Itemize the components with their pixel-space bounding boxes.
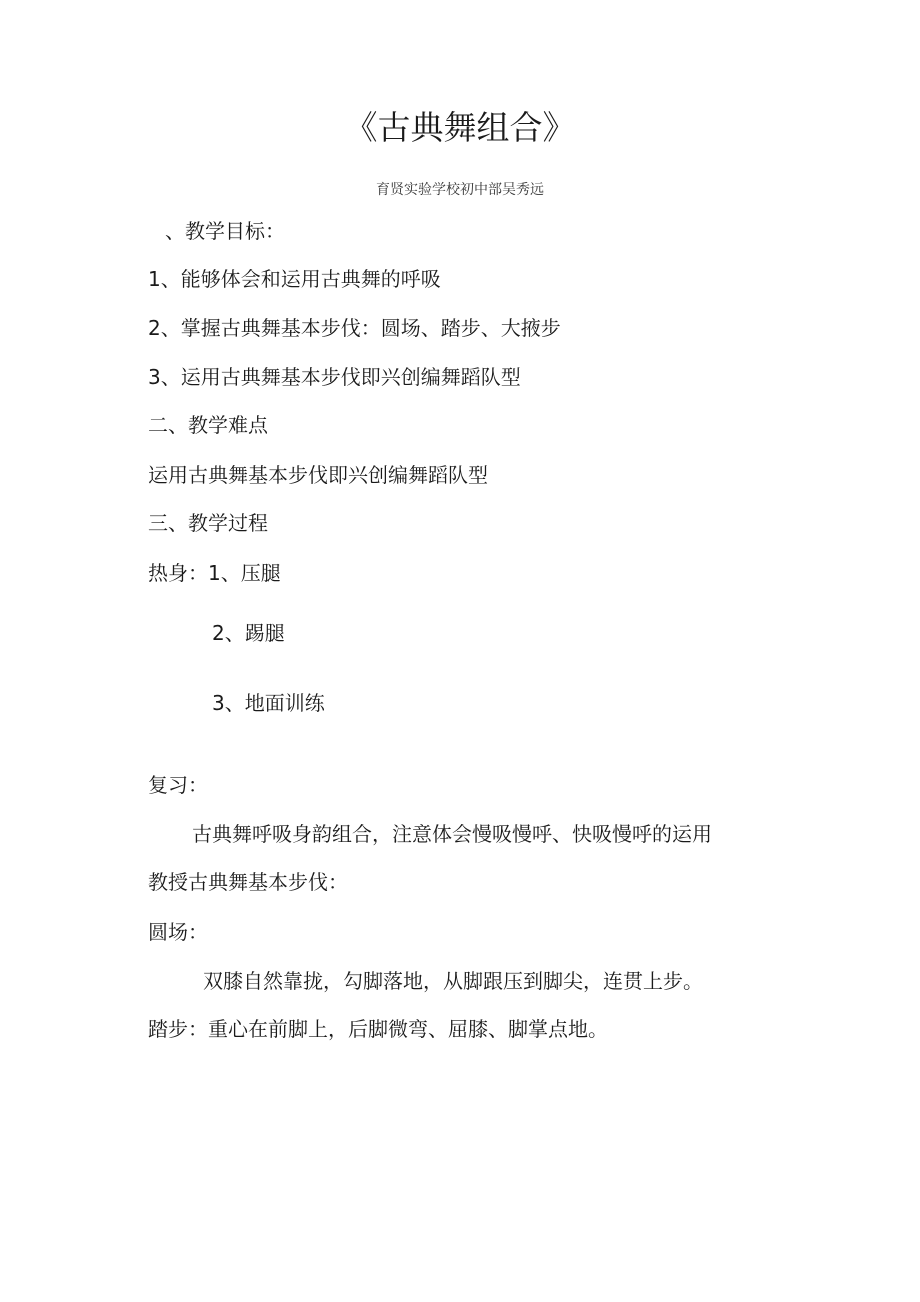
yuanchang-text: 双膝自然靠拢，勾脚落地，从脚跟压到脚尖，连贯上步。 [203,969,703,993]
yuanchang-heading: 圆场： [148,920,208,944]
goal-item: 3、运用古典舞基本步伐即兴创编舞蹈队型 [148,365,521,389]
goal-item: 2、掌握古典舞基本步伐：圆场、踏步、大掖步 [148,316,561,340]
teach-heading: 教授古典舞基本步伐： [148,870,348,894]
warmup-item: 热身：1、压腿 [148,561,281,585]
author-line: 育贤实验学校初中部吴秀远 [376,182,544,198]
process-heading: 三、教学过程 [148,511,268,535]
review-heading: 复习： [148,773,208,797]
tabu-text: 踏步：重心在前脚上，后脚微弯、屈膝、脚掌点地。 [148,1017,608,1041]
goal-item: 1、能够体会和运用古典舞的呼吸 [148,267,441,291]
warmup-item: 2、踢腿 [212,621,285,645]
document-title: 《古典舞组合》 [344,108,576,147]
goals-heading: 、教学目标： [165,219,285,243]
difficulty-heading: 二、教学难点 [148,413,268,437]
warmup-item: 3、地面训练 [212,691,325,715]
review-text: 古典舞呼吸身韵组合，注意体会慢吸慢呼、快吸慢呼的运用 [192,822,712,846]
difficulty-text: 运用古典舞基本步伐即兴创编舞蹈队型 [148,463,488,487]
